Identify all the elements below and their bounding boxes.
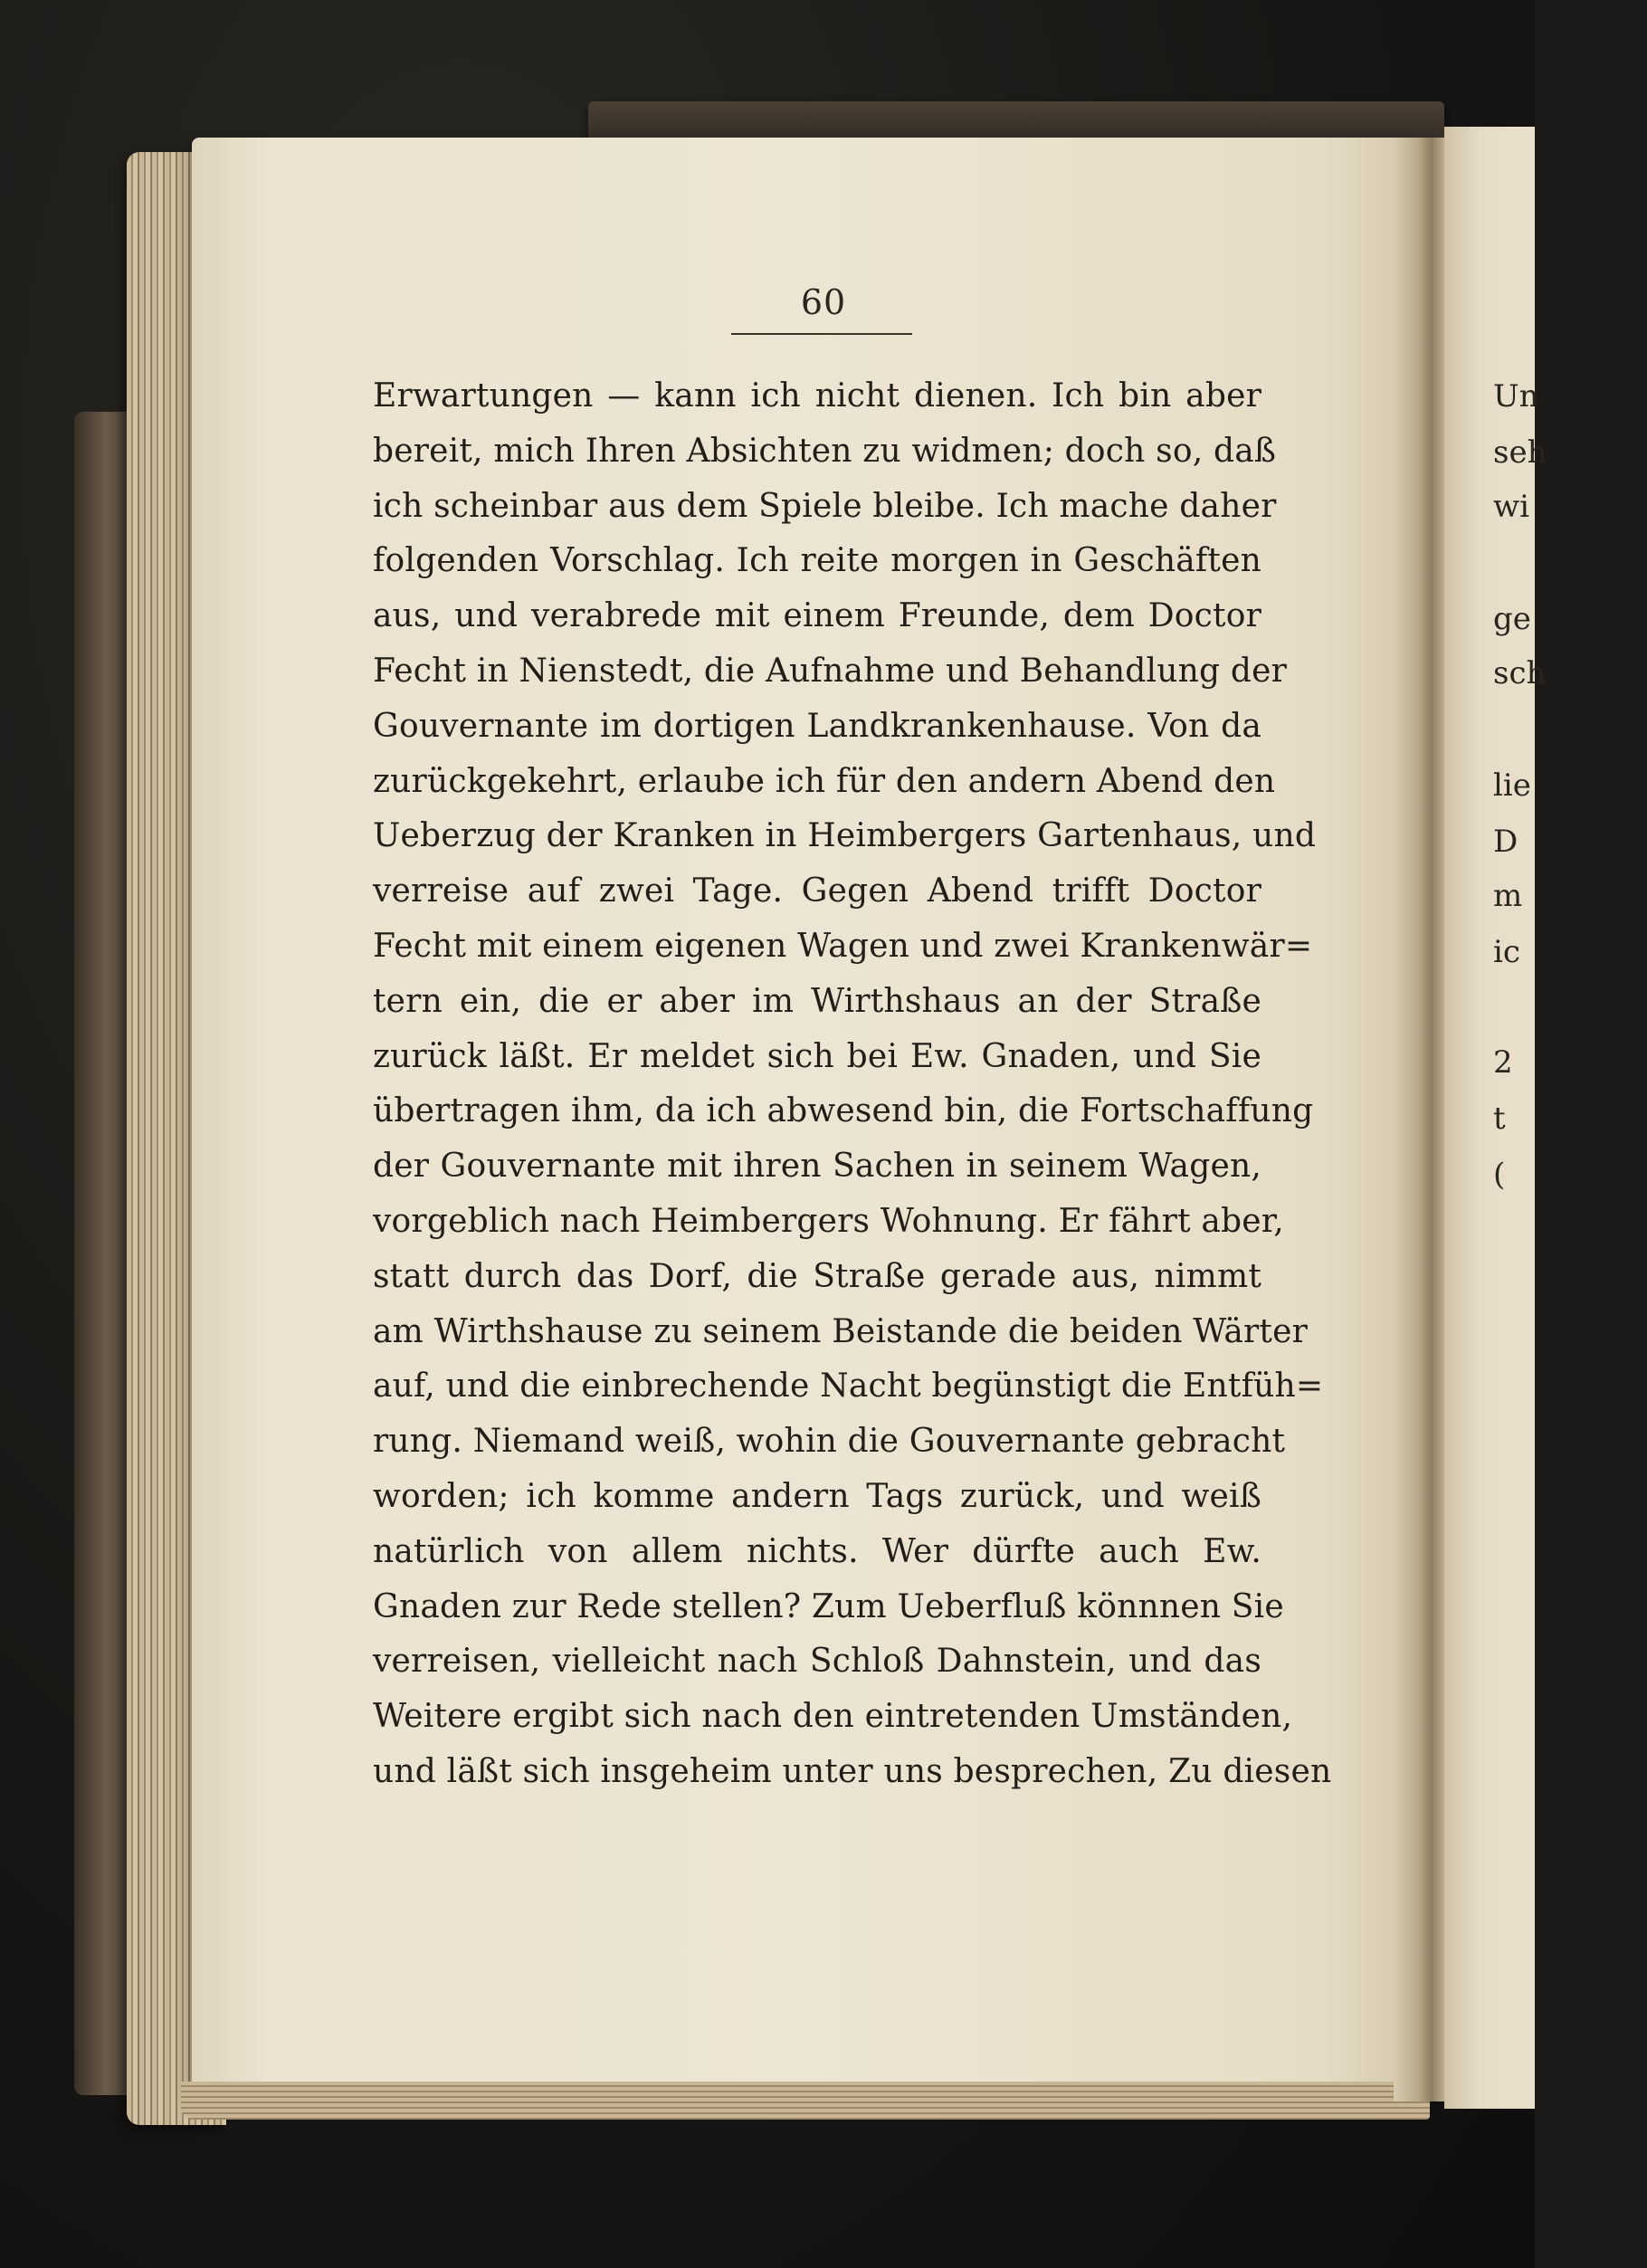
facing-page-fragment: ( xyxy=(1493,1157,1506,1193)
text-line: Fecht mit einem eigenen Wagen und zwei Krankenwär= xyxy=(373,927,1313,965)
text-line: folgenden Vorschlag. Ich reite morgen in Geschäften xyxy=(373,542,1261,580)
text-line: Ueberzug der Kranken in Heimbergers Gartenhaus, und xyxy=(373,817,1317,855)
text-line: Erwartungen — kann ich nicht dienen. Ich bin aber xyxy=(373,377,1261,415)
facing-page-fragment: D xyxy=(1493,824,1518,860)
facing-page-fragment: seh xyxy=(1493,434,1547,471)
text-line: vorgeblich nach Heimbergers Wohnung. Er fährt aber, xyxy=(373,1202,1284,1240)
page-edges-bottom xyxy=(181,2082,1430,2120)
text-line: übertragen ihm, da ich abwesend bin, die Fortschaffung xyxy=(373,1092,1314,1130)
facing-page-fragment: ge xyxy=(1493,601,1531,637)
body-text xyxy=(373,369,1332,1800)
facing-page-fragment: m xyxy=(1493,878,1523,914)
facing-page-fragment: Un xyxy=(1493,378,1539,415)
facing-page-fragment: t xyxy=(1493,1101,1506,1137)
text-line: verreise auf zwei Tage. Gegen Abend trifft Doctor xyxy=(373,872,1261,910)
text-line: Gouvernante im dortigen Landkrankenhause. Von da xyxy=(373,707,1261,745)
page-number: 60 xyxy=(800,282,847,322)
text-line: zurück läßt. Er meldet sich bei Ew. Gnaden, und Sie xyxy=(373,1037,1261,1075)
text-line: rung. Niemand weiß, wohin die Gouvernante gebracht xyxy=(373,1423,1286,1461)
facing-page-fragment: lie xyxy=(1493,767,1531,804)
text-line: zurückgekehrt, erlaube ich für den andern Abend den xyxy=(373,762,1276,800)
facing-page-fragment: 2 xyxy=(1493,1044,1513,1081)
text-line: und läßt sich insgeheim unter uns besprechen, Zu diesen xyxy=(373,1752,1332,1790)
text-line: verreisen, vielleicht nach Schloß Dahnstein, und das xyxy=(373,1643,1261,1681)
text-line: der Gouvernante mit ihren Sachen in seinem Wagen, xyxy=(373,1148,1261,1186)
text-line: Weitere ergibt sich nach den eintretenden Umständen, xyxy=(373,1698,1293,1736)
text-line: aus, und verabrede mit einem Freunde, dem Doctor xyxy=(373,597,1261,635)
text-line: auf, und die einbrechende Nacht begünstigt die Entfüh= xyxy=(373,1367,1324,1406)
text-line: worden; ich komme andern Tags zurück, und weiß xyxy=(373,1477,1261,1515)
text-line: ich scheinbar aus dem Spiele bleibe. Ich mache daher xyxy=(373,487,1277,525)
text-line: tern ein, die er aber im Wirthshaus an der Straße xyxy=(373,982,1261,1020)
text-line: natürlich von allem nichts. Wer dürfte auch Ew. xyxy=(373,1532,1261,1570)
book-gutter xyxy=(1394,138,1448,2101)
text-line: bereit, mich Ihren Absichten zu widmen; doch so, daß xyxy=(373,432,1277,470)
text-line: am Wirthshause zu seinem Beistande die beiden Wärter xyxy=(373,1312,1309,1350)
text-line: Gnaden zur Rede stellen? Zum Ueberfluß könnnen Sie xyxy=(373,1587,1284,1625)
facing-page-fragment: sch xyxy=(1493,655,1547,691)
text-line: statt durch das Dorf, die Straße gerade aus, nimmt xyxy=(373,1257,1261,1295)
facing-page-fragment: ic xyxy=(1493,934,1520,970)
text-line: Fecht in Nienstedt, die Aufnahme und Behandlung der xyxy=(373,652,1288,690)
header-rule xyxy=(731,333,912,335)
facing-page-fragment: wi xyxy=(1493,489,1529,525)
